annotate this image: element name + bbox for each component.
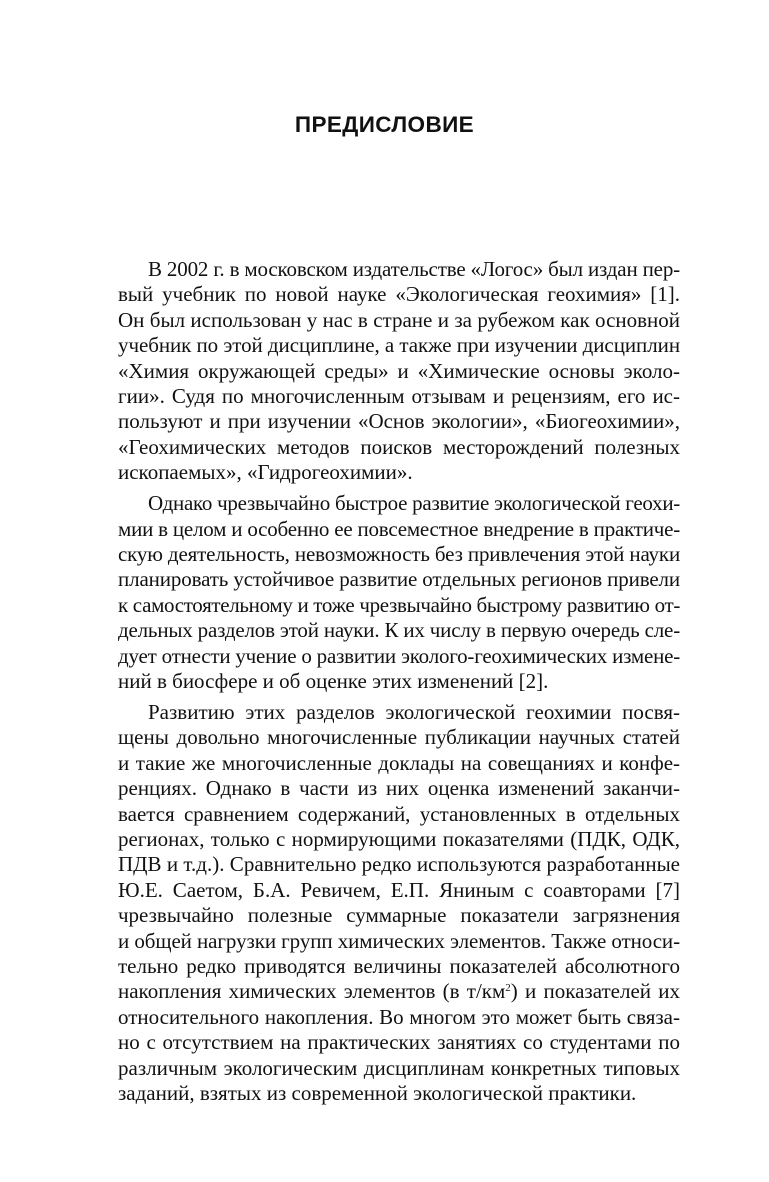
text-line: ний в биосфере и об оценке этих изменений [2]. [118,669,549,693]
text-line: регионах, только с нормирующими показателями (ПДК, ОДК, [118,826,681,851]
line-head: накопления химических элементов (в т/км [118,979,506,1004]
text-line: вый учебник по новой науке «Экологическая геохимия» [1]. [118,282,681,307]
text-line: заданий, взятых из современной экологической практики. [118,1081,637,1105]
paragraph-2 [88,491,680,694]
text-line: различным экологическим дисциплинам конкретных типовых [118,1055,680,1080]
text-line: мии в целом и особенно ее повсеместное внедрение в практиче- [118,516,681,541]
text-line: В 2002 г. в московском издательстве «Логос» был издан пер- [148,257,680,281]
text-line: скую деятельность, невозможность без привлечения этой науки [118,541,681,566]
text-line: чрезвычайно полезные суммарные показатели загрязнения [118,903,680,928]
text-line: гии». Судя по многочисленным отзывам и рецензиям, его ис- [118,384,680,409]
text-line: вается сравнением содержаний, установленных в отдельных [118,801,680,826]
text-line: планировать устойчивое развитие отдельных регионов привели [118,567,681,592]
text-line: ПДВ и т.д.). Сравнительно редко используются разработанные [118,852,681,877]
preface-body [88,257,680,1106]
text-line: относительного накопления. Во многом это может быть связа- [118,1004,680,1029]
text-line: учебник по этой дисциплине, а также при изучении дисциплин [118,333,680,358]
text-line: «Химия окружающей среды» и «Химические основы эколо- [118,358,681,383]
paragraph-3 [88,700,680,1107]
text-line: ископаемых», «Гидрогеохимии». [118,460,413,485]
text-line: к самостоятельному и тоже чрезвычайно быстрому развитию от- [118,592,680,617]
page-title: ПРЕДИСЛОВИЕ [294,112,475,137]
text-line: но с отсутствием на практических занятиях со студентами по [118,1030,680,1055]
superscript: 2 [505,982,511,995]
text-line: Он был использован у нас в стране и за рубежом как основной [118,307,681,332]
paragraph-1 [88,257,680,486]
text-line: Однако чрезвычайно быстрое развитие экологической геохи- [148,491,681,516]
text-line: тельно редко приводятся величины показателей абсолютного [118,953,680,978]
text-line: и общей нагрузки групп химических элементов. Также относи- [118,928,680,953]
text-line: дует отнести учение о развитии эколого-геохимических измене- [118,643,680,668]
text-line: «Геохимических методов поисков месторождений полезных [118,434,681,459]
text-line: Развитию этих разделов экологической геохимии посвя- [148,699,680,724]
text-line: дельных разделов этой науки. К их числу в первую очередь сле- [118,618,681,643]
text-line: и такие же многочисленные доклады на совещаниях и конфе- [118,750,681,775]
text-line: Ю.Е. Саетом, Б.А. Ревичем, Е.П. Яниным с соавторами [7] [118,877,681,902]
text-line: щены довольно многочисленные публикации научных статей [118,725,680,750]
line-tail: ) и показателей их [510,979,681,1004]
text-line: пользуют и при изучении «Основ экологии», «Биогеохимии», [118,409,681,434]
text-line-with-superscript [88,979,680,1004]
text-line: ренциях. Однако в части из них оценка изменений заканчи- [118,776,681,801]
